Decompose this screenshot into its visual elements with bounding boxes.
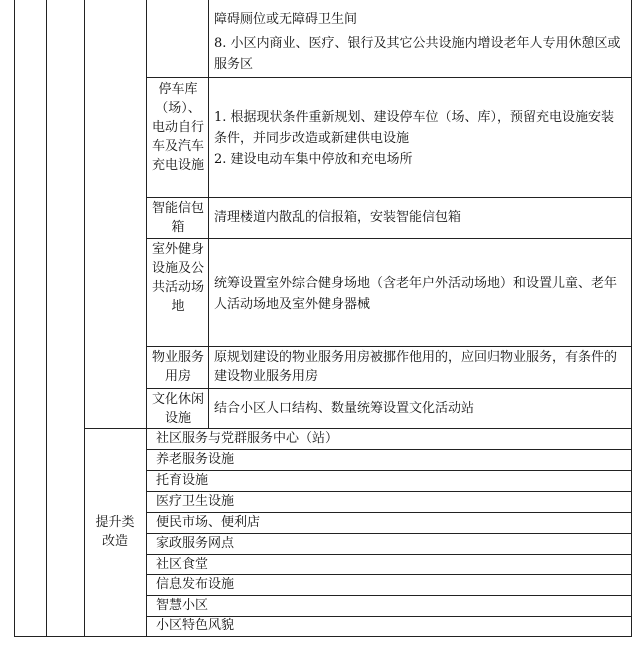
- upgrade-item: 智慧小区: [156, 598, 209, 613]
- upgrade-item: 信息发布设施: [156, 577, 235, 592]
- description-parking-2: 2. 建设电动车集中停放和充电场所: [214, 152, 413, 167]
- upgrade-item: 便民市场、便利店: [156, 515, 261, 530]
- description-fitness: 统筹设置室外综合健身场地（含老年户外活动场地）和设置儿童、老年人活动场地及室外健身器械: [214, 276, 618, 312]
- upgrade-item: 小区特色风貌: [156, 618, 235, 633]
- category-culture: 文化休闲设施: [151, 392, 204, 426]
- upgrade-item: 社区服务与党群服务中心（站）: [156, 431, 339, 446]
- description-property-service: 原规划建设的物业服务用房被挪作他用的，应回归物业服务，有条件的建设物业服务用房: [214, 350, 618, 384]
- upgrade-item: 养老服务设施: [156, 452, 235, 467]
- upgrade-item: 社区食堂: [156, 557, 209, 572]
- fragment-line-1: 障碍厕位或无障碍卫生间: [214, 12, 358, 27]
- description-parking-1: 1. 根据现状条件重新规划、建设停车位（场、库），预留充电设施安装条件，并同步改造或新建供电设施: [214, 110, 615, 146]
- description-mailbox: 清理楼道内散乱的信报箱，安装智能信包箱: [214, 210, 462, 225]
- description-culture: 结合小区人口结构、数量统筹设置文化活动站: [214, 401, 475, 416]
- fragment-line-2: 8. 小区内商业、医疗、银行及其它公共设施内增设老年人专用休憩区或服务区: [214, 36, 621, 72]
- upgrade-label: 提升类改造: [95, 515, 135, 549]
- category-fitness: 室外健身设施及公共活动场地: [151, 242, 204, 314]
- upgrade-item: 家政服务网点: [156, 536, 235, 551]
- category-property-service: 物业服务用房: [151, 350, 204, 384]
- upgrade-item: 医疗卫生设施: [156, 494, 235, 509]
- category-mailbox: 智能信包箱: [151, 201, 204, 235]
- upgrade-item: 托育设施: [156, 473, 209, 488]
- category-parking: 停车库（场）、电动自行车及汽车充电设施: [151, 82, 204, 173]
